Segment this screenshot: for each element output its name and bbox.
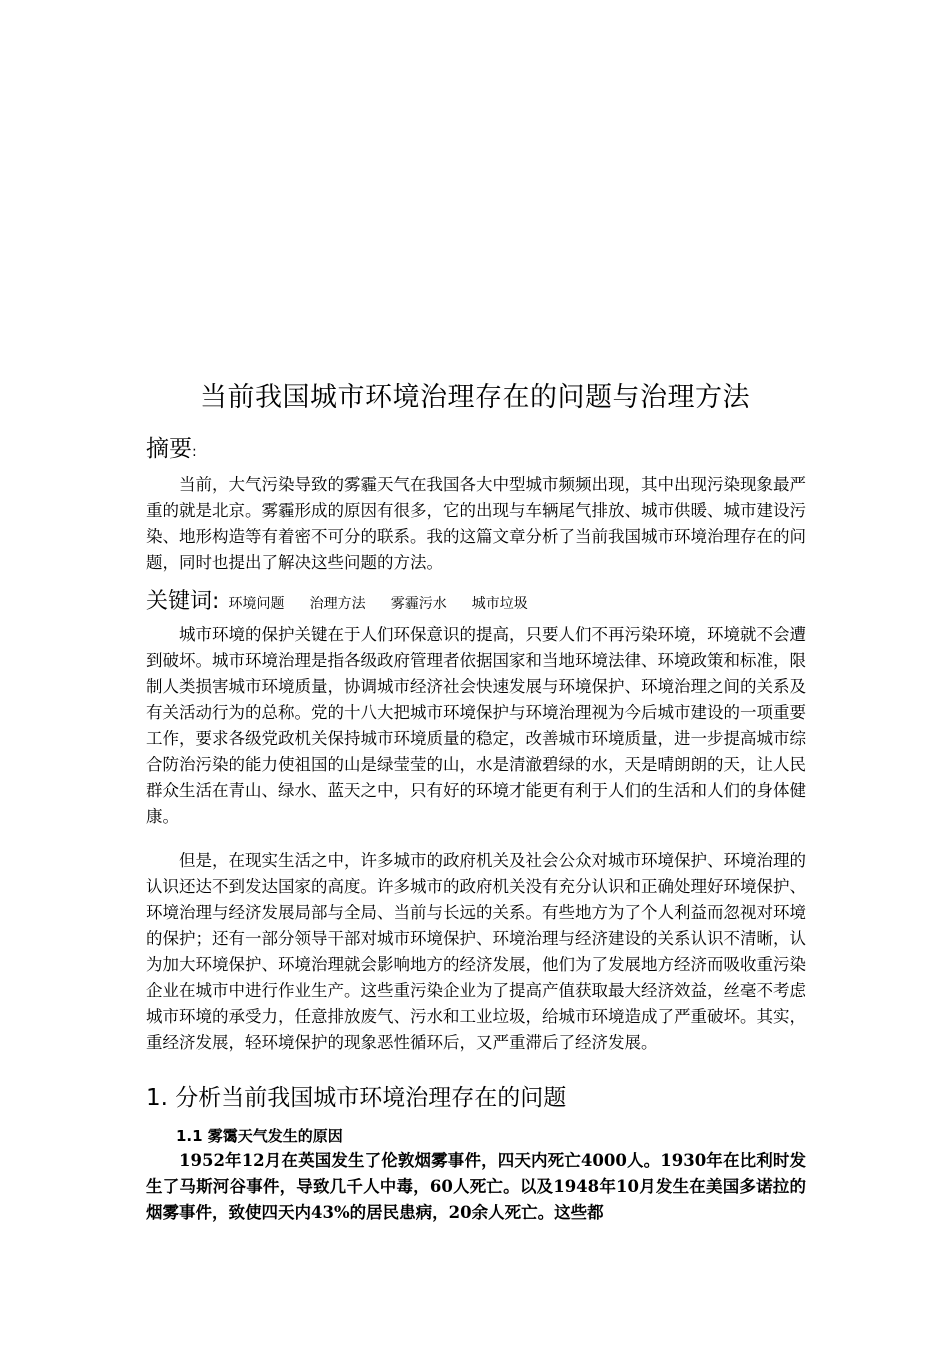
body-paragraph-1: 城市环境的保护关键在于人们环保意识的提高，只要人们不再污染环境，环境就不会遭到破坏。城市环境治理是指各级政府管理者依据国家和当地环境法律、环境政策和标准，限制人类损害城市环境质量，协调城市经济社会快速发展与环境保护、环境治理之间的关系及有关活动行为的总称。党的十八大把城市环境保护与环境治理视为今后城市建设的一项重要工作，要求各级党政机关保持城市环境质量的稳定，改善城市环境质量，进一步提高城市综合防治污染的能力使祖国的山是绿莹莹的山，水是清澈碧绿的水，天是晴朗朗的天，让人民群众生活在青山、绿水、蓝天之中，只有好的环境才能更有利于人们的生活和人们的身体健康。 — [146, 625, 806, 826]
subsection-1-1-heading: 1.1 雾霭天气发生的原因 — [176, 1127, 343, 1145]
abstract-heading-colon: : — [192, 444, 197, 460]
abstract-paragraph: 当前，大气污染导致的雾霾天气在我国各大中型城市频频出现，其中出现污染现象最严重的就是北京。雾霾形成的原因有很多，它的出现与车辆尾气排放、城市供暖、城市建设污染、地形构造等有着密不可分的联系。我的这篇文章分析了当前我国城市环境治理存在的问题，同时也提出了解决这些问题的方法。 — [146, 475, 806, 572]
abstract-heading-text: 摘要 — [146, 436, 192, 462]
body-paragraph-3: 1952年12月在英国发生了伦敦烟雾事件，四天内死亡4000人。1930年在比利时发生了马斯河谷事件，导致几千人中毒，60人死亡。以及1948年10月发生在美国多诺拉的烟雾事件，致使四天内43%的居民患病，20余人死亡。这些都 — [146, 1151, 806, 1222]
document-title: 当前我国城市环境治理存在的问题与治理方法 — [200, 382, 750, 413]
abstract-heading — [146, 433, 197, 468]
keywords-line — [146, 586, 806, 620]
keyword-item: 雾霾污水 — [390, 596, 447, 612]
body-paragraph-2: 但是，在现实生活之中，许多城市的政府机关及社会公众对城市环境保护、环境治理的认识还达不到发达国家的高度。许多城市的政府机关没有充分认识和正确处理好环境保护、环境治理与经济发展局部与全局、当前与长远的关系。有些地方为了个人利益而忽视对环境的保护；还有一部分领导干部对城市环境保护、环境治理与经济建设的关系认识不清晰，认为加大环境保护、环境治理就会影响地方的经济发展，他们为了发展地方经济而吸收重污染企业在城市中进行作业生产。这些重污染企业为了提高产值获取最大经济效益，丝毫不考虑城市环境的承受力，任意排放废气、污水和工业垃圾，给城市环境造成了严重破坏。其实，重经济发展，轻环境保护的现象恶性循环后，又严重滞后了经济发展。 — [146, 851, 806, 1052]
keyword-item: 治理方法 — [309, 596, 366, 612]
keyword-item: 城市垃圾 — [471, 596, 528, 612]
keyword-item: 环境问题 — [228, 596, 285, 612]
section-1-heading: 1. 分析当前我国城市环境治理存在的问题 — [146, 1085, 567, 1111]
keywords-label: 关键词: — [146, 589, 220, 614]
